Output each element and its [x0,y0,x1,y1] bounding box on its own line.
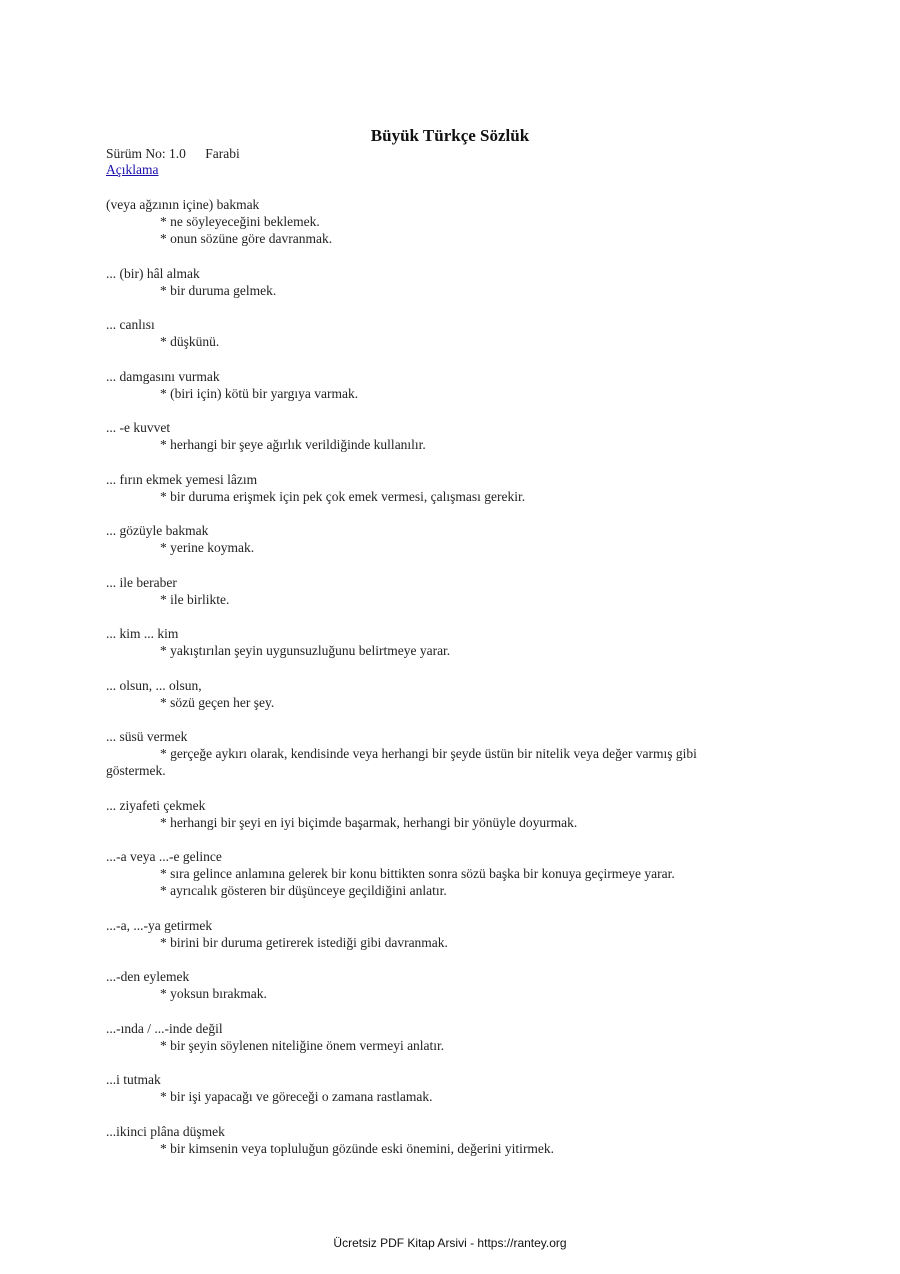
entry-term: ... ziyafeti çekmek [106,797,206,813]
entry-definition: * ile birlikte. [160,591,230,607]
entry-definition: * bir şeyin söylenen niteliğine önem vermeyi anlatır. [160,1037,445,1053]
entry-definition: * düşkünü. [160,334,220,349]
entry-term: ... olsun, ... olsun, [106,677,202,693]
dictionary-entry [106,522,746,556]
publisher-label: Farabi [205,146,240,161]
entry-definition: * ne söyleyeceğini beklemek. [160,214,320,229]
dictionary-entry [106,265,746,299]
entry-term: ... süsü vermek [106,729,188,744]
version-label: Sürüm No: 1.0 [106,146,186,161]
entry-definition: * bir kimsenin veya topluluğun gözünde eski önemini, değerini yitirmek. [160,1140,555,1156]
entry-definition: * yakıştırılan şeyin uygunsuzluğunu belirtmeye yarar. [160,643,451,658]
entry-term: ...i tutmak [106,1072,161,1087]
entry-term: ... gözüyle bakmak [106,523,209,538]
entry-definition: * sözü geçen her şey. [160,694,275,710]
entry-definition: * yoksun bırakmak. [160,986,267,1001]
dictionary-entry [106,677,746,711]
entry-definition: * onun sözüne göre davranmak. [160,231,333,246]
document-meta [106,146,240,178]
dictionary-entry [106,1071,746,1105]
dictionary-entry [106,574,746,608]
entry-term: ... canlısı [106,317,155,332]
entry-definition: * birini bir duruma getirerek istediği gibi davranmak. [160,934,448,950]
entry-term: ... fırın ekmek yemesi lâzım [106,471,258,487]
entry-term: ... damgasını vurmak [106,368,220,384]
entry-definition: * ayrıcalık gösteren bir düşünceye geçildiğini anlatır. [160,883,447,898]
entry-term: ... ile beraber [106,574,177,590]
dictionary-entry [106,368,746,402]
dictionary-entry [106,968,746,1002]
dictionary-entries [106,196,746,1174]
dictionary-entry [106,848,746,899]
dictionary-entry [106,471,746,505]
entry-term: ...-den eylemek [106,969,190,984]
page-title: Büyük Türkçe Sözlük [370,126,530,145]
entry-definition: * herhangi bir şeyi en iyi biçimde başarmak, herhangi bir yönüyle doyurmak. [160,814,578,830]
entry-term: (veya ağzının içine) bakmak [106,197,260,212]
entry-definition: * bir duruma gelmek. [160,282,277,298]
description-row [106,162,240,178]
description-link[interactable]: Açıklama [106,162,159,177]
dictionary-entry [106,1020,746,1054]
page-footer: Ücretsiz PDF Kitap Arsivi - https://rantey.org [333,1236,567,1250]
dictionary-entry [106,797,746,831]
dictionary-entry [106,728,746,779]
entry-definition: * gerçeğe aykırı olarak, kendisinde veya herhangi bir şeyde üstün bir nitelik veya değer varmış gibi göstermek. [106,746,697,778]
dictionary-entry [106,917,746,951]
entry-definition: * bir duruma erişmek için pek çok emek vermesi, çalışması gerekir. [160,488,526,504]
entry-term: ... kim ... kim [106,626,179,641]
entry-term: ...-a veya ...-e gelince [106,849,222,864]
entry-definition: * sıra gelince anlamına gelerek bir konu bittikten sonra sözü başka bir konuya geçirmeye yarar. [160,866,675,881]
dictionary-entry [106,419,746,453]
entry-term: ...-a, ...-ya getirmek [106,917,213,933]
entry-term: ...-ında / ...-inde değil [106,1020,223,1036]
dictionary-entry [106,625,746,659]
entry-term: ...ikinci plâna düşmek [106,1123,225,1139]
entry-term: ... (bir) hâl almak [106,265,200,281]
entry-definition: * yerine koymak. [160,540,255,555]
version-row [106,146,240,162]
entry-definition: * bir işi yapacağı ve göreceği o zamana rastlamak. [160,1089,433,1104]
entry-definition: * herhangi bir şeye ağırlık verildiğinde kullanılır. [160,437,426,452]
entry-term: ... -e kuvvet [106,420,171,435]
dictionary-entry [106,196,746,247]
dictionary-entry [106,316,746,350]
entry-definition: * (biri için) kötü bir yargıya varmak. [160,385,359,401]
dictionary-entry [106,1123,746,1157]
